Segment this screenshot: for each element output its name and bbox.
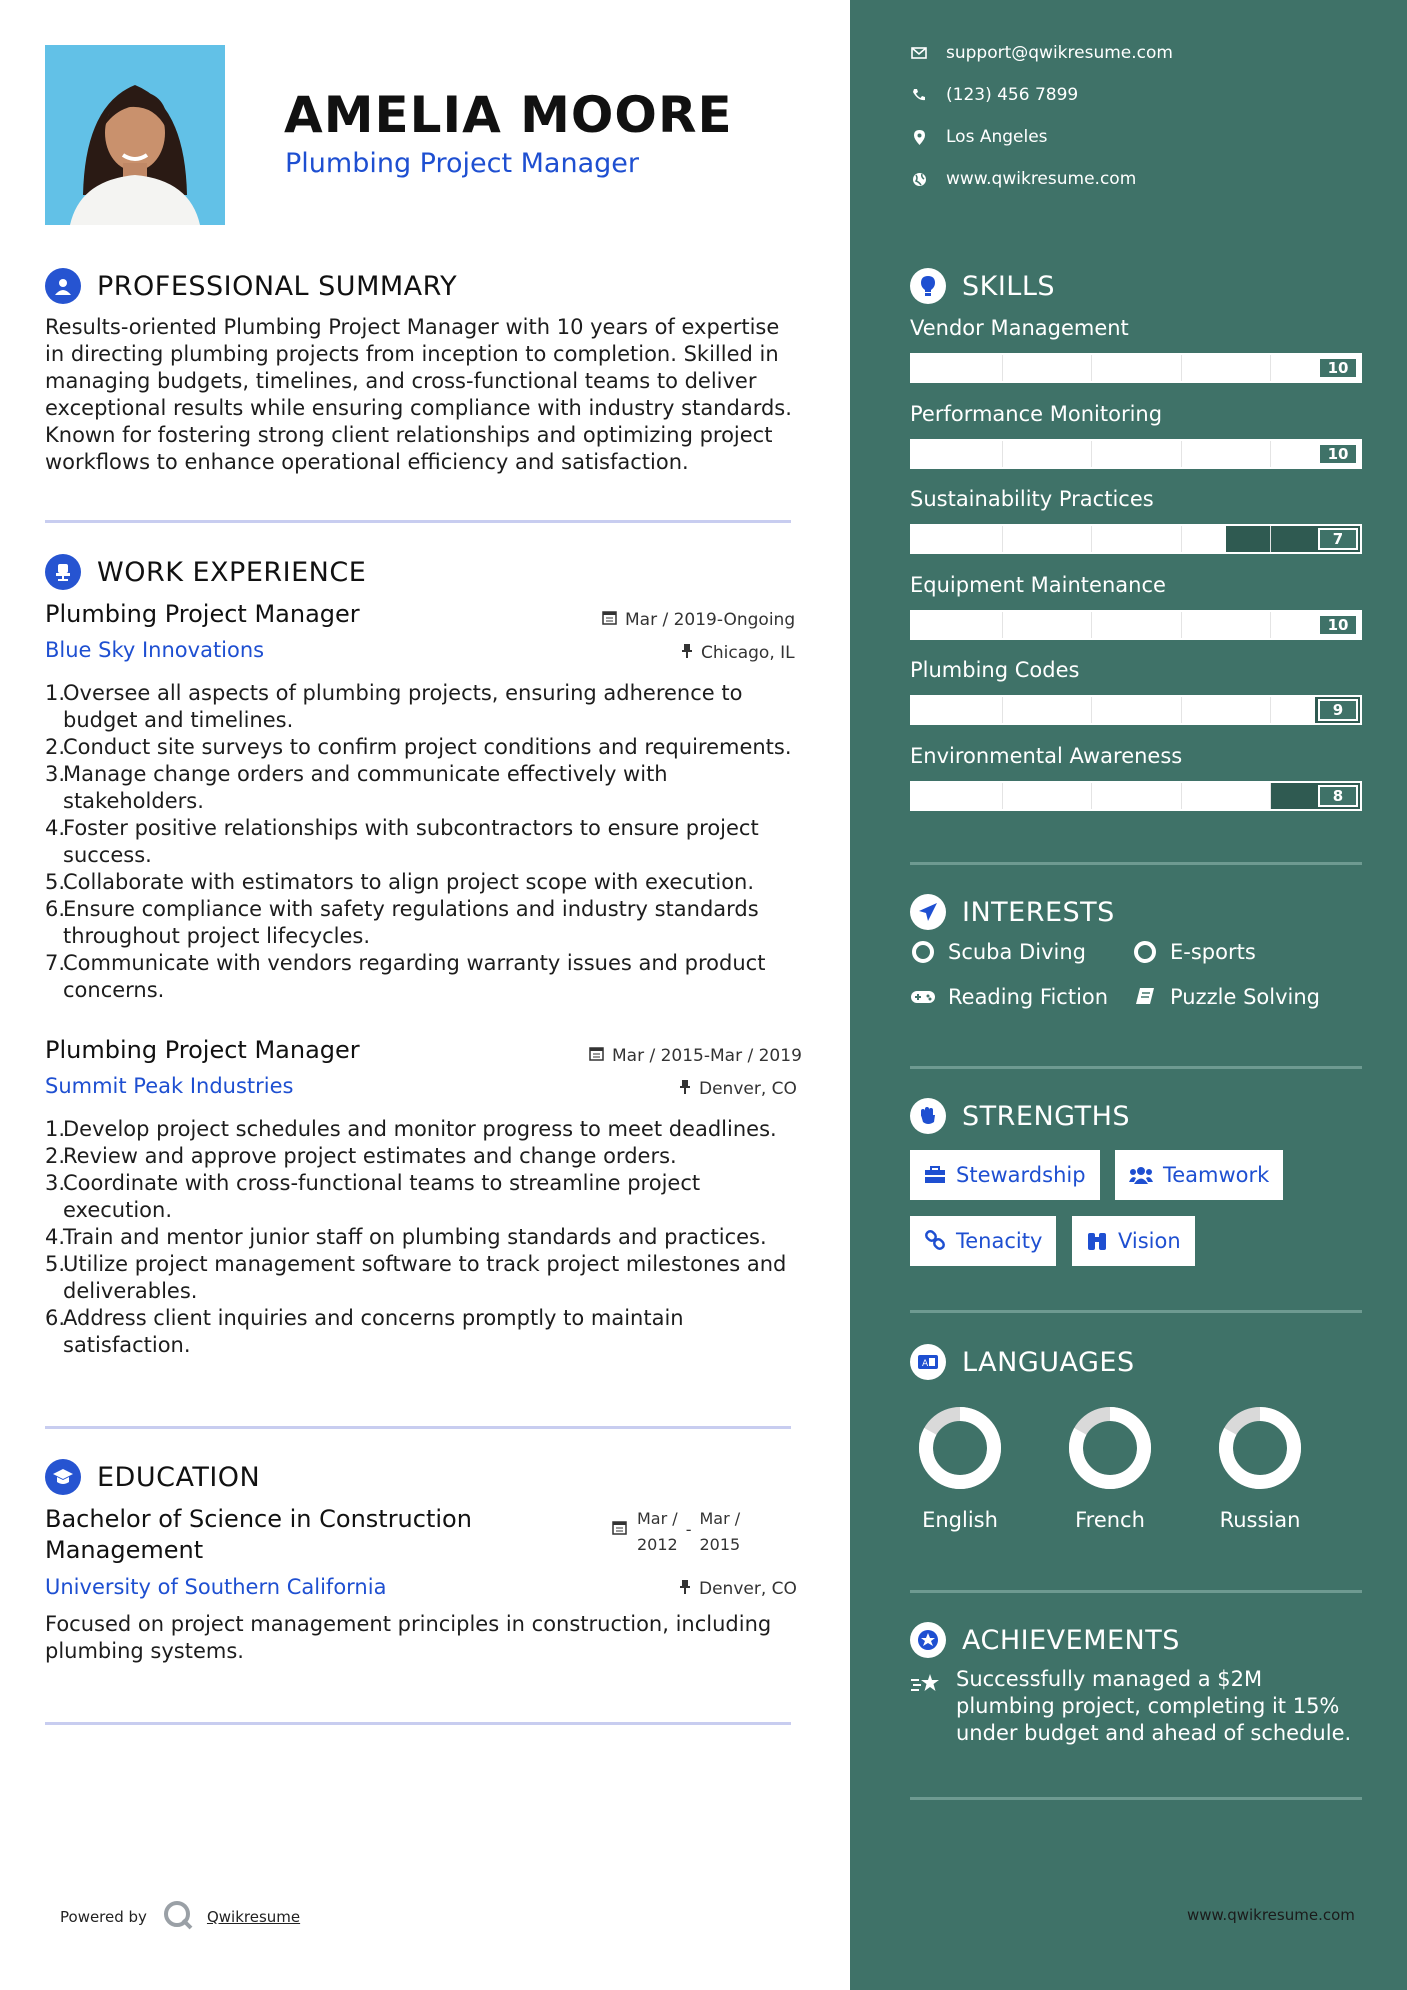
phone-icon [910, 88, 928, 102]
divider [45, 1722, 791, 1725]
divider [45, 520, 791, 523]
skill-bar-segment [1091, 355, 1092, 381]
contact-phone-text: (123) 456 7899 [946, 85, 1079, 105]
interest-label: Reading Fiction [948, 985, 1109, 1009]
interest-item [910, 985, 1108, 1009]
list-item: 4. Train and mentor junior staff on plumbing standards and practices. [45, 1225, 767, 1249]
map-marker-icon [910, 130, 928, 145]
job-date-text: Mar / 2015-Mar / 2019 [612, 1046, 802, 1066]
contact-location [910, 127, 1048, 147]
skill-bar-segment [1181, 526, 1182, 552]
strength-tag [1115, 1150, 1283, 1200]
binoculars-icon [1086, 1231, 1108, 1251]
skill-bar [910, 695, 1362, 725]
interest-label: E-sports [1170, 940, 1256, 964]
skill-bar-segment [1091, 612, 1092, 638]
skill-name: Environmental Awareness [910, 744, 1183, 768]
powered-by-label: Powered by [60, 1908, 147, 1926]
envelope-icon [910, 47, 928, 59]
interest-item [910, 940, 1086, 964]
skill-level: 9 [1318, 699, 1358, 721]
skill-bar-segment [1181, 783, 1182, 809]
languages-heading [910, 1344, 1135, 1380]
skill-bar [910, 610, 1362, 640]
candidate-name: AMELIA MOORE [284, 86, 733, 144]
divider [45, 1426, 791, 1429]
divider [910, 862, 1362, 865]
powered-by [60, 1900, 300, 1934]
skill-level: 10 [1318, 357, 1358, 379]
strength-label: Vision [1118, 1229, 1181, 1253]
strength-label: Tenacity [956, 1229, 1043, 1253]
skill-name: Equipment Maintenance [910, 573, 1166, 597]
company-name: Summit Peak Industries [45, 1074, 294, 1098]
skill-name: Performance Monitoring [910, 402, 1163, 426]
skill-name: Vendor Management [910, 316, 1129, 340]
skill-bar-fill [912, 697, 1315, 723]
degree-title: Bachelor of Science in Construction Management [45, 1505, 472, 1564]
list-item: 5. Utilize project management software to track project milestones and deliverables. [45, 1252, 787, 1303]
list-item: 6. Ensure compliance with safety regulations and industry standards throughout project lifecycles. [45, 897, 759, 948]
skill-bar-segment [1002, 783, 1003, 809]
strength-tag [910, 1150, 1100, 1200]
skill-bar-segment [1181, 612, 1182, 638]
strength-label: Teamwork [1163, 1163, 1270, 1187]
qwikresume-logo-icon [163, 1900, 193, 1934]
skill-bar-segment [1002, 441, 1003, 467]
skill-bar [910, 353, 1362, 383]
profile-photo [45, 45, 225, 225]
contact-website-text: www.qwikresume.com [946, 169, 1137, 189]
skill-bar-fill [912, 441, 1360, 467]
strength-label: Stewardship [956, 1163, 1086, 1187]
users-icon [1129, 1166, 1153, 1184]
list-item: 4. Foster positive relationships with subcontractors to ensure project success. [45, 816, 759, 867]
job-duties-list [45, 680, 795, 1004]
company-name: Blue Sky Innovations [45, 638, 265, 662]
job-location [679, 1079, 797, 1099]
summary-heading [45, 268, 457, 304]
interests-title: INTERESTS [962, 896, 1115, 928]
life-ring-icon [1132, 941, 1158, 963]
list-item: 3. Coordinate with cross-functional teams to streamline project execution. [45, 1171, 701, 1222]
summary-text: Results-oriented Plumbing Project Manager with 10 years of expertise in directing plumbing projects from inception to completion. Skilled in managing budgets, timelines, and cross-functional teams to deliver exceptional results while ensuring compliance with industry standards. Known for fostering strong client relationships and optimizing project workflows to enhance operational efficiency and satisfaction. [45, 315, 792, 474]
language-item [1060, 1406, 1160, 1532]
calendar-icon [589, 1046, 604, 1066]
interest-item [1132, 940, 1256, 964]
strength-tag [1072, 1216, 1195, 1266]
experience-heading [45, 554, 366, 590]
paper-plane-icon [910, 894, 946, 930]
job-date [589, 1046, 802, 1066]
language-proficiency-chart [1210, 1406, 1310, 1490]
language-item [1210, 1406, 1310, 1532]
skill-bar-segment [1002, 612, 1003, 638]
skill-bar-segment [1270, 612, 1271, 638]
list-item: 5. Collaborate with estimators to align project scope with execution. [45, 870, 755, 894]
list-item: 6. Address client inquiries and concerns promptly to maintain satisfaction. [45, 1306, 684, 1357]
language-icon [910, 1344, 946, 1380]
language-name: Russian [1219, 1508, 1301, 1532]
briefcase-icon [924, 1166, 946, 1184]
skill-level: 10 [1318, 614, 1358, 636]
shooting-star-icon [910, 1672, 942, 1700]
education-title: EDUCATION [97, 1461, 261, 1493]
skill-bar-segment [1181, 697, 1182, 723]
skill-bar-segment [1091, 783, 1092, 809]
interest-label: Puzzle Solving [1170, 985, 1320, 1009]
star-badge-icon [910, 1622, 946, 1658]
achievement-text: Successfully managed a $2M plumbing project, completing it 15% under budget and ahead of schedule. [956, 1667, 1352, 1745]
divider [910, 1310, 1362, 1313]
book-icon [1132, 987, 1158, 1007]
gamepad-icon [910, 989, 936, 1005]
skill-bar-fill [912, 355, 1360, 381]
list-item: 7. Communicate with vendors regarding warranty issues and product concerns. [45, 951, 766, 1002]
list-item: 2. Conduct site surveys to confirm project conditions and requirements. [45, 735, 792, 759]
edu-end-year: 2015 [699, 1535, 741, 1554]
school-name: University of Southern California [45, 1575, 387, 1599]
link-icon [924, 1230, 946, 1252]
interests-heading [910, 894, 1115, 930]
education-location [679, 1579, 797, 1599]
skill-bar-segment [1181, 441, 1182, 467]
skill-bar-segment [1270, 355, 1271, 381]
job-location-text: Chicago, IL [701, 643, 795, 663]
candidate-role: Plumbing Project Manager [285, 148, 639, 179]
job-date [602, 610, 795, 630]
job-title: Plumbing Project Manager [45, 1036, 360, 1064]
job-location-text: Denver, CO [699, 1079, 797, 1099]
divider [910, 1797, 1362, 1800]
contact-website [910, 169, 1136, 189]
user-icon [45, 268, 81, 304]
skill-level: 7 [1318, 528, 1358, 550]
contact-email-text: support@qwikresume.com [946, 43, 1173, 63]
skill-bar-segment [1270, 441, 1271, 467]
life-ring-icon [910, 941, 936, 963]
job-date-text: Mar / 2019-Ongoing [625, 610, 796, 630]
skill-name: Plumbing Codes [910, 658, 1080, 682]
languages-title: LANGUAGES [962, 1346, 1135, 1378]
skill-bar-segment [1091, 441, 1092, 467]
pin-icon [679, 1079, 691, 1099]
strengths-title: STRENGTHS [962, 1100, 1131, 1132]
fist-icon [910, 1098, 946, 1134]
list-item: 2. Review and approve project estimates and change orders. [45, 1144, 677, 1168]
skills-title: SKILLS [962, 270, 1056, 302]
job-duties-list [45, 1116, 795, 1359]
education-description: Focused on project management principles in construction, including plumbing systems. [45, 1612, 772, 1663]
strength-tag [910, 1216, 1056, 1266]
interest-item [1132, 985, 1320, 1009]
calendar-icon [602, 610, 617, 630]
globe-icon [910, 172, 928, 187]
svg-text:A: A [922, 1359, 929, 1369]
strengths-heading [910, 1098, 1130, 1134]
skill-bar-segment [1091, 697, 1092, 723]
skill-bar-segment [1181, 355, 1182, 381]
contact-email [910, 43, 1173, 63]
lightbulb-icon [910, 268, 946, 304]
divider [910, 1066, 1362, 1069]
interest-label: Scuba Diving [948, 940, 1086, 964]
list-item: 1. Develop project schedules and monitor progress to meet deadlines. [45, 1117, 777, 1141]
edu-end-month: Mar / [699, 1509, 741, 1528]
job-location [681, 643, 795, 663]
experience-title: WORK EXPERIENCE [97, 556, 367, 588]
skill-bar-segment [1270, 526, 1271, 552]
education-location-text: Denver, CO [699, 1579, 797, 1599]
contact-location-text: Los Angeles [946, 127, 1048, 147]
list-item: 1. Oversee all aspects of plumbing projects, ensuring adherence to budget and timelines. [45, 681, 743, 732]
skill-bar-segment [1002, 526, 1003, 552]
language-name: English [922, 1508, 998, 1532]
divider [910, 1590, 1362, 1593]
skill-bar-segment [1002, 355, 1003, 381]
contact-phone [910, 85, 1078, 105]
edu-date-separator: - [685, 1520, 692, 1539]
chair-icon [45, 554, 81, 590]
brand-link[interactable]: Qwikresume [206, 1908, 301, 1926]
language-proficiency-chart [1060, 1406, 1160, 1490]
edu-start-year: 2012 [637, 1535, 678, 1554]
pin-icon [681, 643, 693, 663]
skill-bar-segment [1270, 783, 1271, 809]
skill-bar-fill [912, 526, 1226, 552]
skill-name: Sustainability Practices [910, 487, 1154, 511]
sidebar [850, 0, 1407, 1990]
skill-bar [910, 781, 1362, 811]
summary-title: PROFESSIONAL SUMMARY [97, 270, 458, 302]
skill-level: 8 [1318, 785, 1358, 807]
skill-bar-segment [1091, 526, 1092, 552]
job-title: Plumbing Project Manager [45, 600, 360, 628]
language-item [910, 1406, 1010, 1532]
edu-start-month: Mar / [637, 1509, 678, 1528]
footer-website[interactable]: www.qwikresume.com [1187, 1906, 1355, 1924]
education-date [612, 1506, 740, 1558]
achievements-title: ACHIEVEMENTS [962, 1624, 1180, 1656]
pin-icon [679, 1579, 691, 1599]
achievements-heading [910, 1622, 1180, 1658]
skill-bar-fill [912, 612, 1360, 638]
language-proficiency-chart [910, 1406, 1010, 1490]
language-name: French [1075, 1508, 1145, 1532]
calendar-icon [612, 1520, 627, 1539]
graduation-cap-icon [45, 1459, 81, 1495]
skill-bar-segment [1270, 697, 1271, 723]
education-heading [45, 1459, 260, 1495]
skill-bar [910, 439, 1362, 469]
list-item: 3. Manage change orders and communicate effectively with stakeholders. [45, 762, 668, 813]
skill-bar [910, 524, 1362, 554]
skill-level: 10 [1318, 443, 1358, 465]
skills-heading [910, 268, 1055, 304]
skill-bar-segment [1002, 697, 1003, 723]
